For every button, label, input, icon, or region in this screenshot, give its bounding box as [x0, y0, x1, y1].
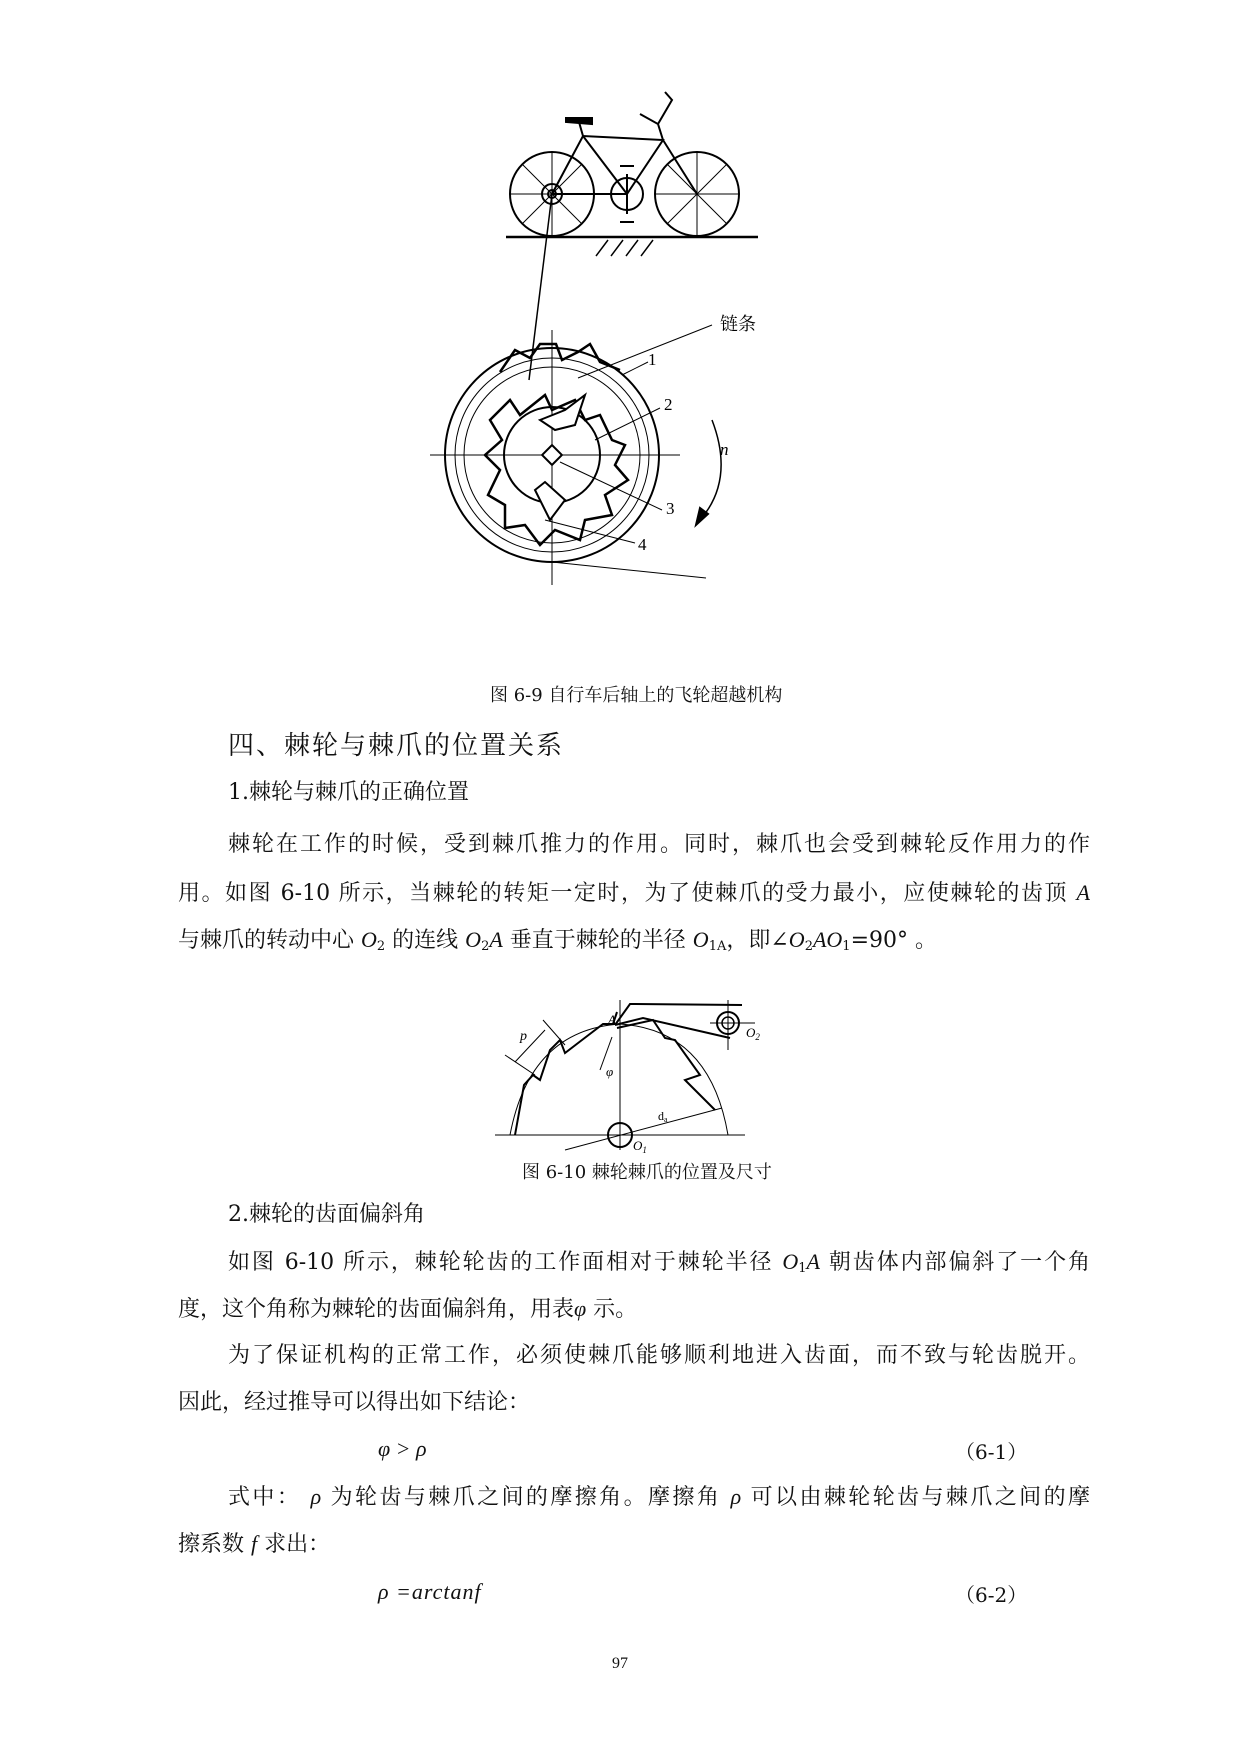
label-p: p: [520, 1029, 527, 1044]
text-line: [178, 1388, 530, 1418]
text-segment: 的连线: [385, 928, 466, 953]
subscript: 2: [376, 939, 386, 954]
svg-text:da: [658, 1109, 668, 1124]
text-segment: 用。如图 6-10 所示，当棘轮的转矩一定时，为了使棘爪的受力最小，应使棘轮的齿顶: [178, 881, 1077, 906]
figure1-caption: 图 6-9 自行车后轴上的飞轮超越机构: [490, 685, 783, 706]
equation-2-number: （6-2）: [955, 1583, 1028, 1607]
text-segment: ρ: [310, 1484, 322, 1509]
text-segment: ρ: [730, 1484, 742, 1509]
subheading-2: 2.棘轮的齿面偏斜角: [228, 1202, 425, 1227]
label-A: A: [608, 1012, 616, 1027]
svg-text:O2: [746, 1025, 760, 1042]
label-O1-sub: 1: [642, 1145, 647, 1155]
subheading-1: 1.棘轮与棘爪的正确位置: [228, 780, 469, 805]
text-segment: f: [251, 1531, 258, 1556]
text-line: [178, 1294, 637, 1325]
label-da: d: [658, 1109, 664, 1123]
text-line: [178, 925, 937, 962]
text-segment: O: [361, 927, 377, 952]
text-line: [228, 1482, 1090, 1513]
text-segment: 示。: [586, 1297, 638, 1322]
equation-1: φ > ρ: [378, 1436, 427, 1461]
text-segment: 度，这个角称为棘轮的齿面偏斜角，用表: [178, 1297, 575, 1322]
text-segment: ，即∠: [726, 928, 789, 953]
text-segment: 为轮齿与棘爪之间的摩擦角。摩擦角: [321, 1485, 731, 1510]
text-segment: 为了保证机构的正常工作，必须使棘爪能够顺利地进入齿面，而不致与轮齿脱开。: [228, 1343, 1090, 1368]
label-2: 2: [664, 395, 673, 414]
section-heading: 四、棘轮与棘爪的位置关系: [228, 731, 565, 761]
text-segment: A: [489, 927, 503, 952]
freewheel-drawing: [430, 325, 721, 585]
text-segment: A: [806, 1249, 820, 1274]
label-phi: φ: [606, 1064, 614, 1079]
text-line: [228, 1341, 1090, 1371]
label-da-sub: a: [664, 1115, 668, 1124]
label-O2: O: [746, 1025, 756, 1040]
text-segment: 求出：: [257, 1532, 331, 1557]
equation-2: ρ =arctanf: [378, 1579, 482, 1604]
text-segment: 棘轮在工作的时候，受到棘爪推力的作用。同时，棘爪也会受到棘轮反作用力的作: [228, 832, 1090, 857]
text-segment: 垂直于棘轮的半径: [502, 928, 693, 953]
subscript: 1: [798, 1261, 807, 1276]
text-segment: 式中：: [228, 1485, 311, 1510]
text-segment: =90° 。: [850, 928, 937, 953]
label-4: 4: [638, 535, 647, 554]
text-segment: A: [1076, 880, 1090, 905]
page-number: 97: [612, 1655, 628, 1672]
label-3: 3: [666, 499, 675, 518]
text-line: [178, 878, 1090, 909]
text-segment: O: [788, 927, 805, 952]
text-segment: O: [465, 927, 482, 952]
text-line: [228, 1247, 1090, 1284]
label-O1: O: [633, 1138, 643, 1153]
text-line: [228, 830, 1090, 860]
equation-1-number: （6-1）: [955, 1440, 1028, 1464]
text-segment: 与棘爪的转动中心: [178, 928, 361, 953]
text-segment: 如图 6-10 所示，棘轮轮齿的工作面相对于棘轮半径: [228, 1250, 783, 1275]
subscript: 2: [481, 939, 490, 954]
text-segment: φ: [574, 1296, 587, 1321]
text-line: [178, 1529, 330, 1560]
subscript: 1A: [708, 939, 727, 954]
label-chain: 链条: [720, 314, 756, 334]
text-segment: 朝齿体内部偏斜了一个角: [819, 1250, 1090, 1275]
figure-ratchet-position: [480, 990, 780, 1160]
text-segment: 擦系数: [178, 1532, 251, 1557]
label-n: n: [720, 440, 729, 459]
figure-bicycle-freewheel: [400, 70, 840, 600]
subscript: 1: [842, 939, 851, 954]
text-segment: O: [692, 927, 709, 952]
text-segment: AO: [812, 927, 843, 952]
svg-text:O1: [633, 1138, 647, 1155]
text-segment: 因此，经过推导可以得出如下结论：: [178, 1390, 531, 1415]
label-1: 1: [648, 350, 657, 369]
label-O2-sub: 2: [755, 1032, 760, 1042]
figure2-caption: 图 6-10 棘轮棘爪的位置及尺寸: [522, 1162, 772, 1183]
bicycle-drawing: [506, 92, 758, 380]
text-segment: O: [782, 1249, 799, 1274]
text-segment: 可以由棘轮轮齿与棘爪之间的摩: [741, 1485, 1090, 1510]
subscript: 2: [804, 939, 813, 954]
